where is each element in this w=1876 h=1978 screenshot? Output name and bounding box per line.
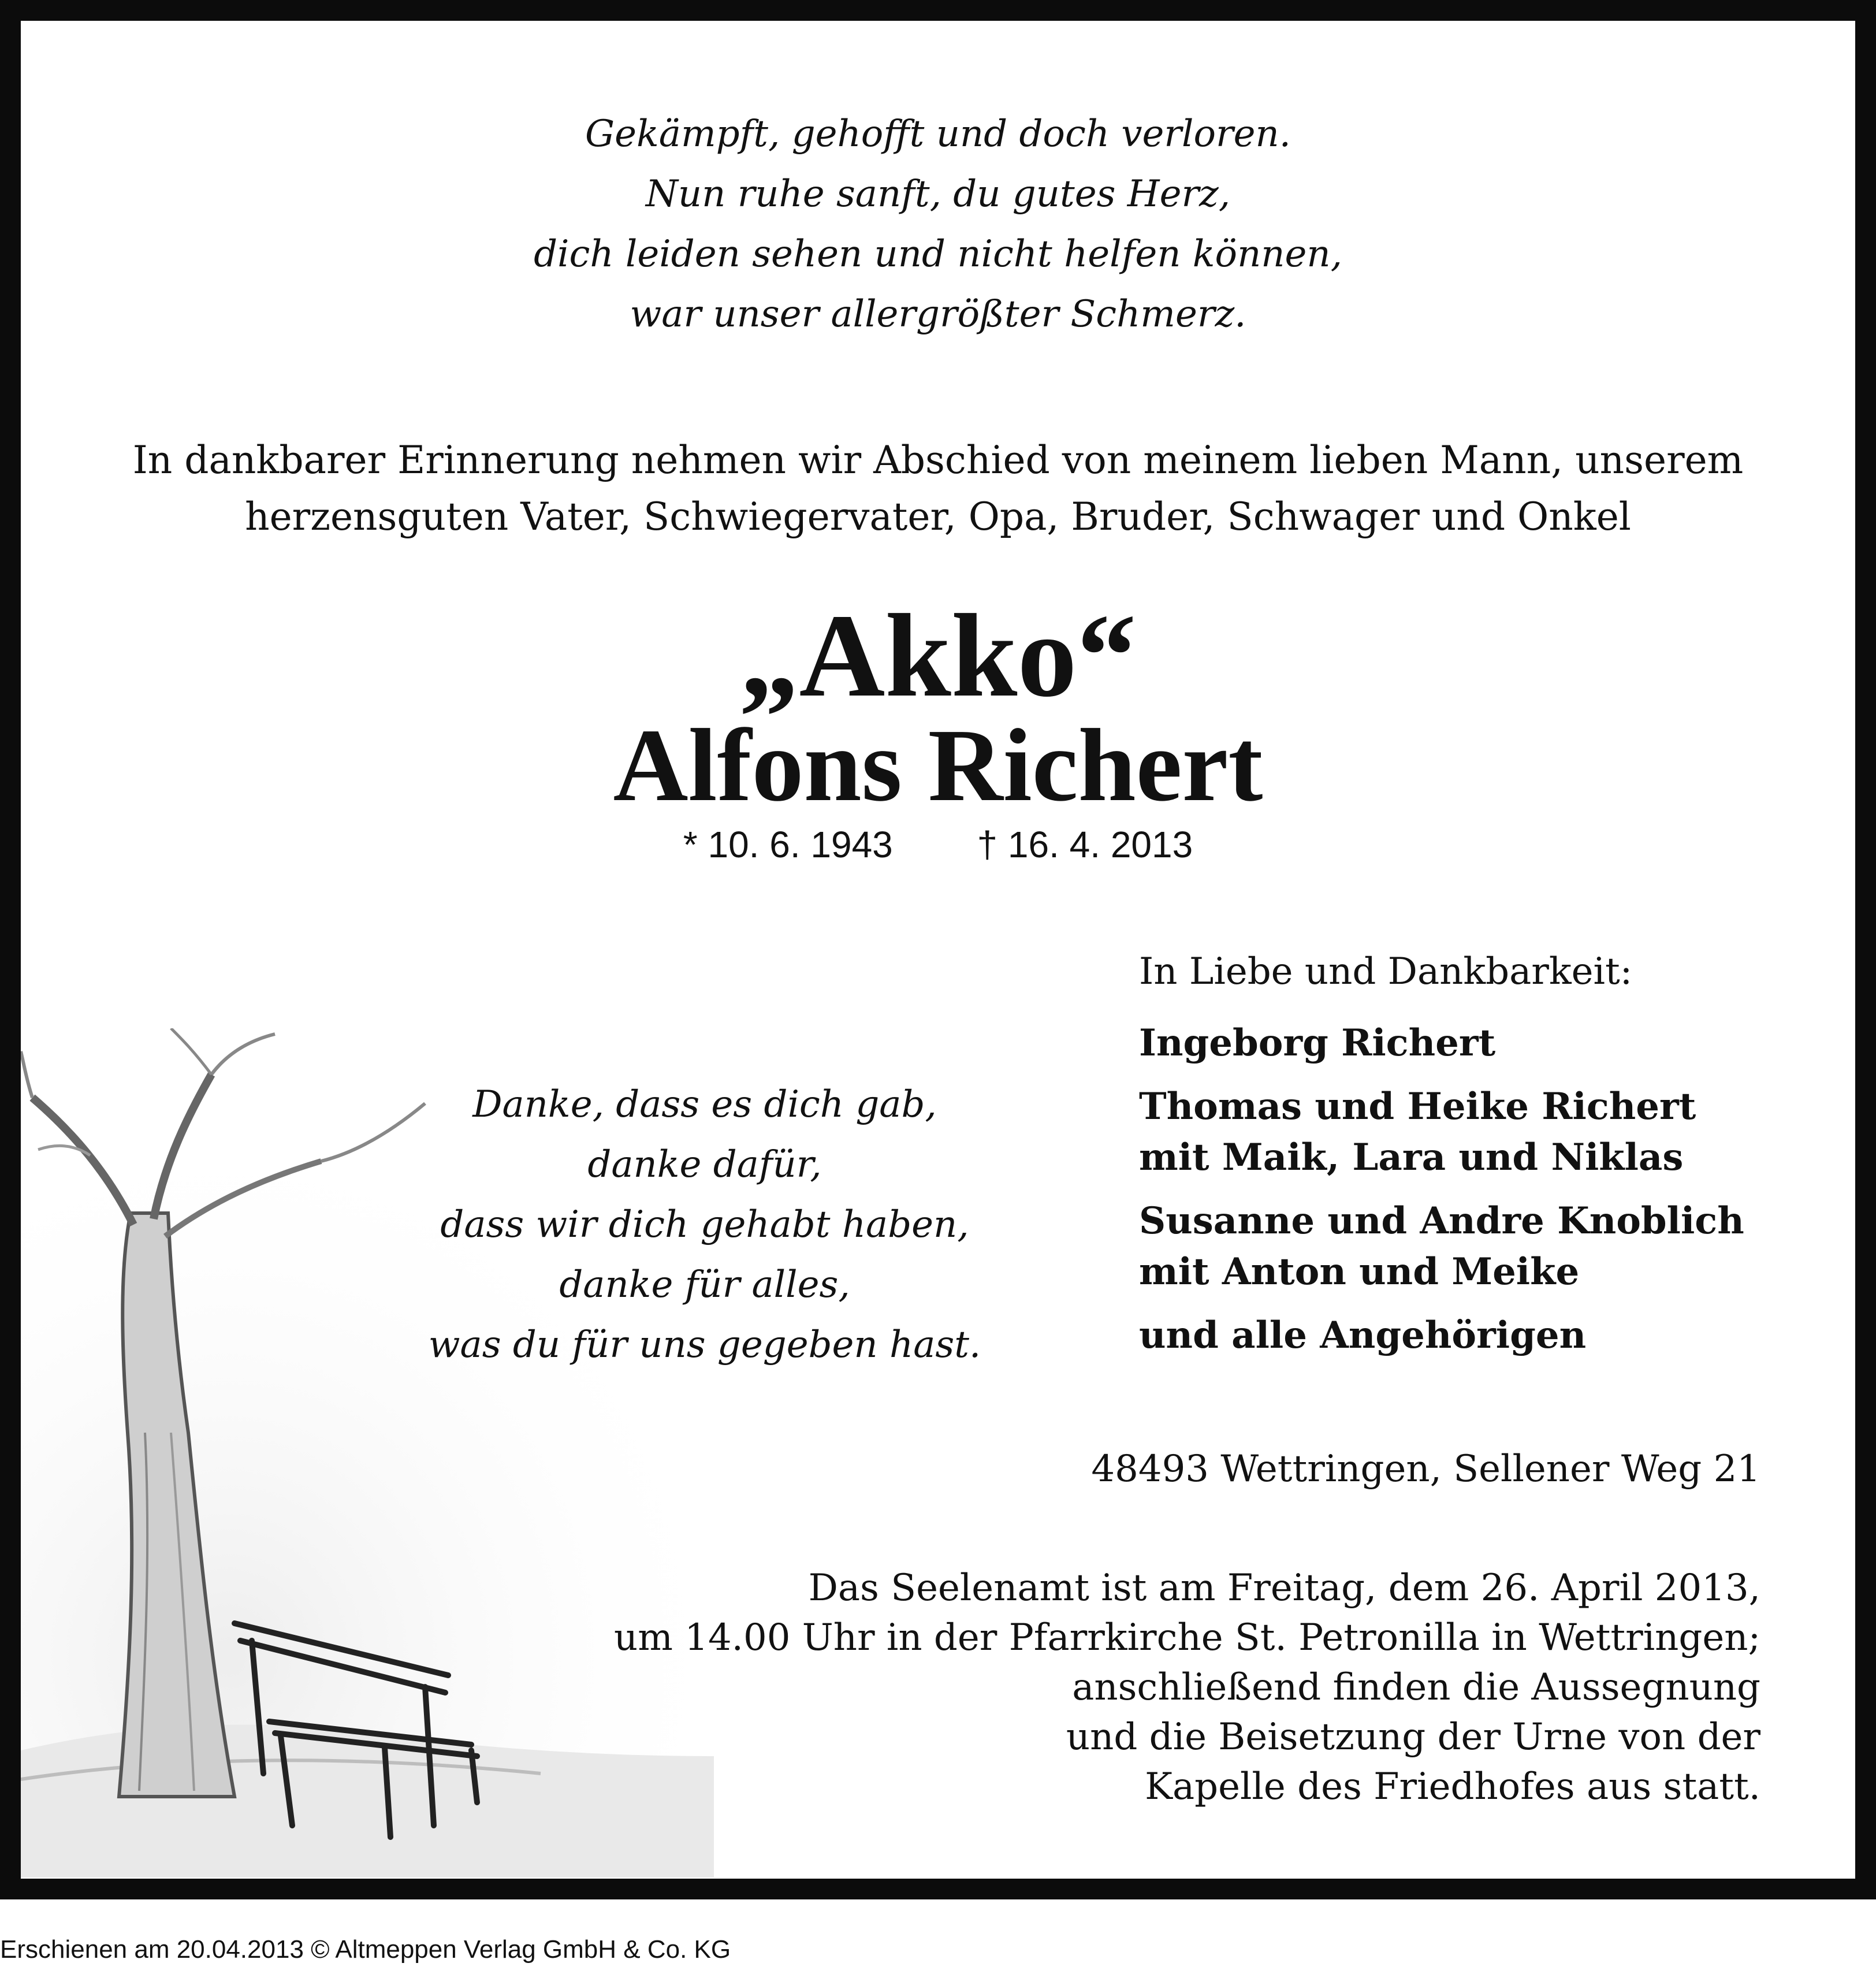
service-line: anschließend finden die Aussegnung <box>1072 1666 1760 1709</box>
mourner-line: Ingeborg Richert <box>1139 1021 1496 1065</box>
mourner-line: und alle Angehörigen <box>1139 1314 1587 1357</box>
publication-footer: Erschienen am 20.04.2013 © Altmeppen Verlag GmbH & Co. KG <box>0 1935 731 1964</box>
mourner-line: Susanne und Andre Knoblich <box>1139 1199 1744 1243</box>
service-line: Kapelle des Friedhofes aus statt. <box>1145 1765 1760 1808</box>
mourner-group <box>1139 1081 1744 1183</box>
service-line: um 14.00 Uhr in der Pfarrkirche St. Petronilla in Wettringen; <box>613 1616 1760 1659</box>
intro-line: herzensguten Vater, Schwiegervater, Opa, Bruder, Schwager und Onkel <box>245 494 1631 539</box>
service-line: Das Seelenamt ist am Freitag, dem 26. April 2013, <box>808 1567 1760 1609</box>
poem-line: danke dafür, <box>587 1143 822 1186</box>
intro-line: In dankbarer Erinnerung nehmen wir Abschied von meinem lieben Mann, unserem <box>132 438 1744 482</box>
mourner-line: mit Maik, Lara und Niklas <box>1139 1136 1684 1179</box>
mourner-group <box>1139 1196 1744 1297</box>
poem-line: Danke, dass es dich gab, <box>472 1083 937 1126</box>
poem-line: dich leiden sehen und nicht helfen können, <box>534 233 1342 276</box>
mourner-group <box>1139 1018 1744 1069</box>
opening-poem <box>0 104 1876 344</box>
poem-line: war unser allergrößter Schmerz. <box>630 293 1246 336</box>
poem-line: was du für uns gegeben hast. <box>428 1323 981 1366</box>
intro-text <box>0 432 1876 545</box>
mourner-group <box>1139 1310 1744 1361</box>
address: 48493 Wettringen, Sellener Weg 21 <box>1091 1448 1760 1490</box>
mourners-heading: In Liebe und Dankbarkeit: <box>1139 950 1633 993</box>
thanks-poem <box>358 1074 1051 1375</box>
deceased-nickname: „Akko“ <box>739 589 1137 722</box>
poem-line: Nun ruhe sanft, du gutes Herz, <box>645 173 1231 215</box>
death-date: † 16. 4. 2013 <box>977 824 1193 865</box>
poem-line: dass wir dich gehabt haben, <box>440 1203 969 1246</box>
birth-date: * 10. 6. 1943 <box>683 824 893 865</box>
mourner-line: mit Anton und Meike <box>1139 1250 1580 1293</box>
life-dates <box>0 816 1876 873</box>
poem-line: danke für alles, <box>559 1263 850 1306</box>
poem-line: Gekämpft, gehofft und doch verloren. <box>585 113 1291 155</box>
mourner-line: Thomas und Heike Richert <box>1139 1085 1696 1128</box>
mourners-list <box>1139 943 1744 1374</box>
service-info <box>614 1563 1760 1812</box>
deceased-name: Alfons Richert <box>613 708 1263 823</box>
service-line: und die Beisetzung der Urne von der <box>1066 1716 1760 1758</box>
